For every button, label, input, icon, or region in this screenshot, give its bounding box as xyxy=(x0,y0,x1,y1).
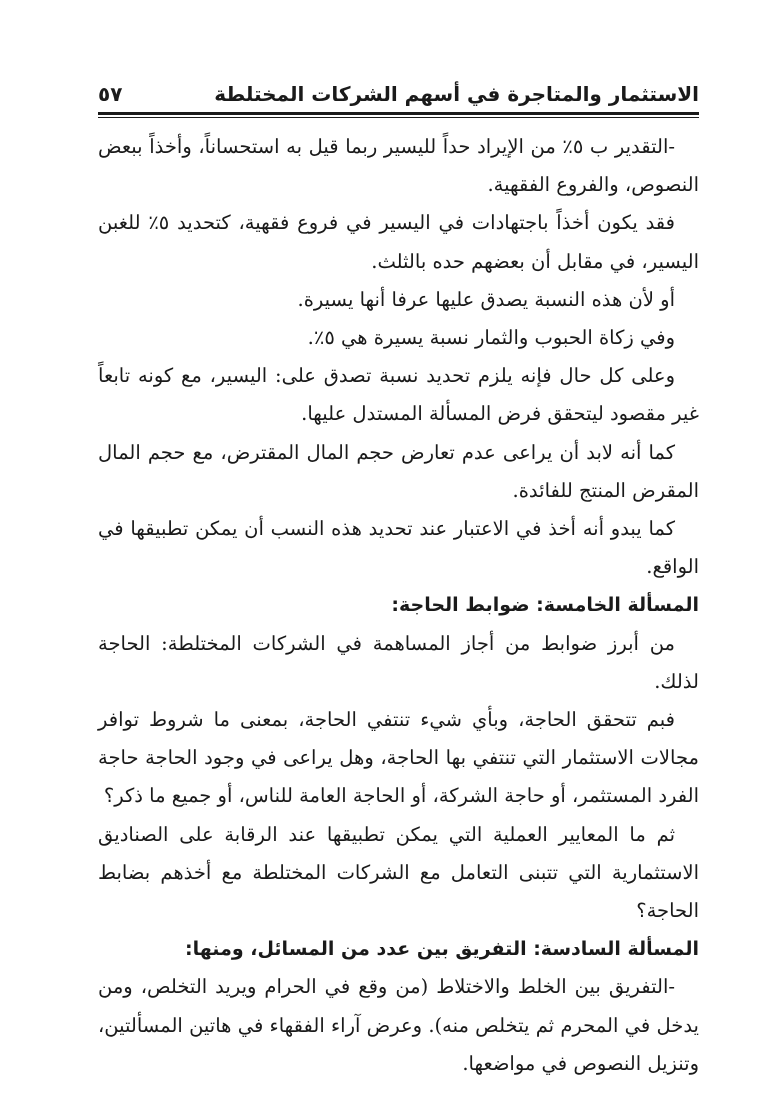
paragraph: كما أنه لابد أن يراعى عدم تعارض حجم المال المقترض، مع حجم المال المقرض المنتج للفائدة. xyxy=(98,440,699,502)
paragraph: وعلى كل حال فإنه يلزم تحديد نسبة تصدق على: اليسير، مع كونه تابعاً غير مقصود ليتحقق فرض المسألة المستدل عليها. xyxy=(98,364,699,426)
section-heading: المسألة السادسة: التفريق بين عدد من المسائل، ومنها: xyxy=(185,938,699,961)
running-title: الاستثمار والمتاجرة في أسهم الشركات المختلطة xyxy=(214,82,699,106)
header-rule-thin xyxy=(98,117,699,118)
paragraph: فبم تتحقق الحاجة، وبأي شيء تنتفي الحاجة، بمعنى ما شروط توافر مجالات الاستثمار التي تنتفي بها الحاجة، وهل يراعى في وجود الحاجة حاجة الفرد المستثمر، أو حاجة الشركة، أو الحاجة العامة للناس، أو جميع ما ذكر؟ xyxy=(98,708,699,808)
paragraph: ثم ما المعايير العملية التي يمكن تطبيقها عند الرقابة على الصناديق الاستثمارية التي تتبنى التعامل مع الشركات المختلطة مع أخذهم بضابط الحاجة؟ xyxy=(98,822,699,923)
page-header xyxy=(98,74,699,108)
paragraph: من أبرز ضوابط من أجاز المساهمة في الشركات المختلطة: الحاجة لذلك. xyxy=(98,631,699,693)
paragraph: -التقدير ب ٥٪ من الإيراد حداً لليسير ربما قيل به استحساناً، وأخذاً ببعض النصوص، والفروع الفقهية. xyxy=(98,135,699,197)
paragraph: فقد يكون أخذاً باجتهادات في اليسير في فروع فقهية، كتحديد ٥٪ للغبن اليسير، في مقابل أن بعضهم حده بالثلث. xyxy=(98,211,699,273)
section-heading: المسألة الخامسة: ضوابط الحاجة: xyxy=(391,594,699,617)
paragraph: -التفريق بين الخلط والاختلاط (من وقع في الحرام ويريد التخلص، ومن يدخل في المحرم ثم يتخلص منه). وعرض آراء الفقهاء في هاتين المسألتين، وتنزيل النصوص في مواضعها. xyxy=(98,975,699,1075)
body-text xyxy=(98,128,699,1083)
paragraph: وفي زكاة الحبوب والثمار نسبة يسيرة هي ٥٪. xyxy=(307,326,675,350)
paragraph: كما يبدو أنه أخذ في الاعتبار عند تحديد هذه النسب أن يمكن تطبيقها في الواقع. xyxy=(98,517,699,579)
page-number: ٥٧ xyxy=(98,82,123,106)
paragraph: أو لأن هذه النسبة يصدق عليها عرفا أنها يسيرة. xyxy=(297,287,675,311)
header-rule-thick xyxy=(98,112,699,115)
